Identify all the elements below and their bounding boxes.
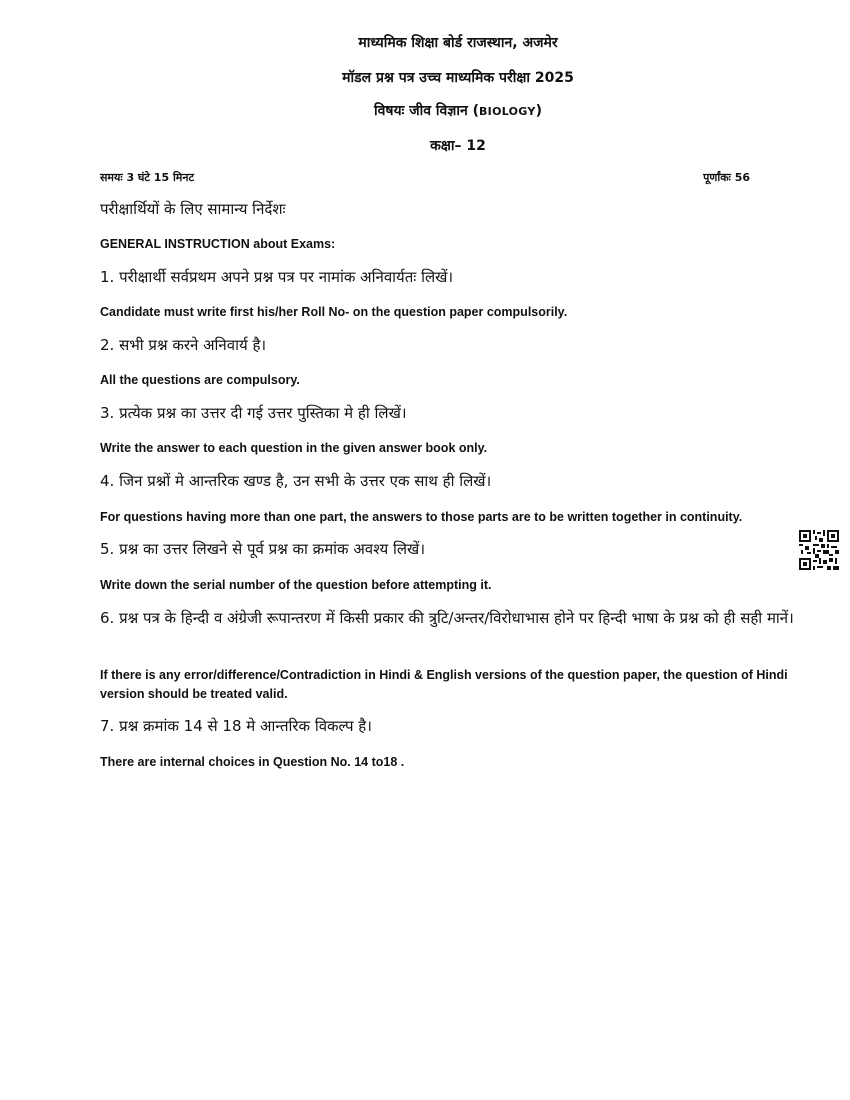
board-title: माध्यमिक शिक्षा बोर्ड राजस्थान, अजमेर — [358, 35, 558, 51]
time-allowed: समयः 3 घंटे 15 मिनट — [100, 171, 195, 184]
subject-title — [0, 101, 850, 120]
class-title: कक्षा– 12 — [430, 138, 486, 154]
instruction-1-hindi: 1. परीक्षार्थी सर्वप्रथम अपने प्रश्न पत्र पर नामांक अनिवार्यतः लिखें। — [100, 268, 454, 286]
instruction-5-english: Write down the serial number of the question before attempting it. — [100, 578, 492, 592]
instruction-3-english: Write the answer to each question in the given answer book only. — [100, 441, 488, 455]
instruction-1-english: Candidate must write first his/her Roll No- on the question paper compulsorily. — [100, 305, 568, 319]
instructions-heading-english: GENERAL INSTRUCTION about Exams: — [100, 237, 336, 251]
max-marks: पूर्णांकः 56 — [703, 171, 750, 184]
instruction-2-english: All the questions are compulsory. — [100, 373, 300, 387]
qr-code-icon — [799, 530, 839, 570]
subject-close: ) — [535, 103, 543, 119]
instructions-heading-hindi: परीक्षार्थियों के लिए सामान्य निर्देशः — [100, 200, 286, 218]
instruction-7-english: There are internal choices in Question No. 14 to18 . — [100, 755, 405, 769]
instruction-5-hindi: 5. प्रश्न का उत्तर लिखने से पूर्व प्रश्न का क्रमांक अवश्य लिखें। — [100, 540, 426, 558]
instruction-4-english: For questions having more than one part, the answers to those parts are to be written together in continuity. — [100, 510, 743, 524]
exam-title: मॉडल प्रश्न पत्र उच्च माध्यमिक परीक्षा 2025 — [342, 70, 574, 86]
instruction-2-hindi: 2. सभी प्रश्न करने अनिवार्य है। — [100, 336, 267, 354]
instruction-4-hindi: 4. जिन प्रश्नों मे आन्तरिक खण्ड है, उन सभी के उत्तर एक साथ ही लिखें। — [100, 472, 492, 490]
subject-hindi: विषयः जीव विज्ञान ( — [373, 103, 479, 119]
instruction-3-hindi: 3. प्रत्येक प्रश्न का उत्तर दी गई उत्तर पुस्तिका मे ही लिखें। — [100, 404, 407, 422]
instruction-7-hindi: 7. प्रश्न क्रमांक 14 से 18 मे आन्तरिक विकल्प है। — [100, 717, 372, 735]
subject-english: BIOLOGY — [479, 105, 536, 118]
instruction-6-hindi: 6. प्रश्न पत्र के हिन्दी व अंग्रेजी रूपान्तरण में किसी प्रकार की त्रुटि/अन्तर/विरोधाभास होने पर हिन्दी भाषा के प्रश्न को ही सही मानें। — [100, 609, 794, 627]
instruction-6-english: If there is any error/difference/Contradiction in Hindi & English versions of the question paper, the question of Hindi version should be treated valid. — [100, 668, 788, 701]
